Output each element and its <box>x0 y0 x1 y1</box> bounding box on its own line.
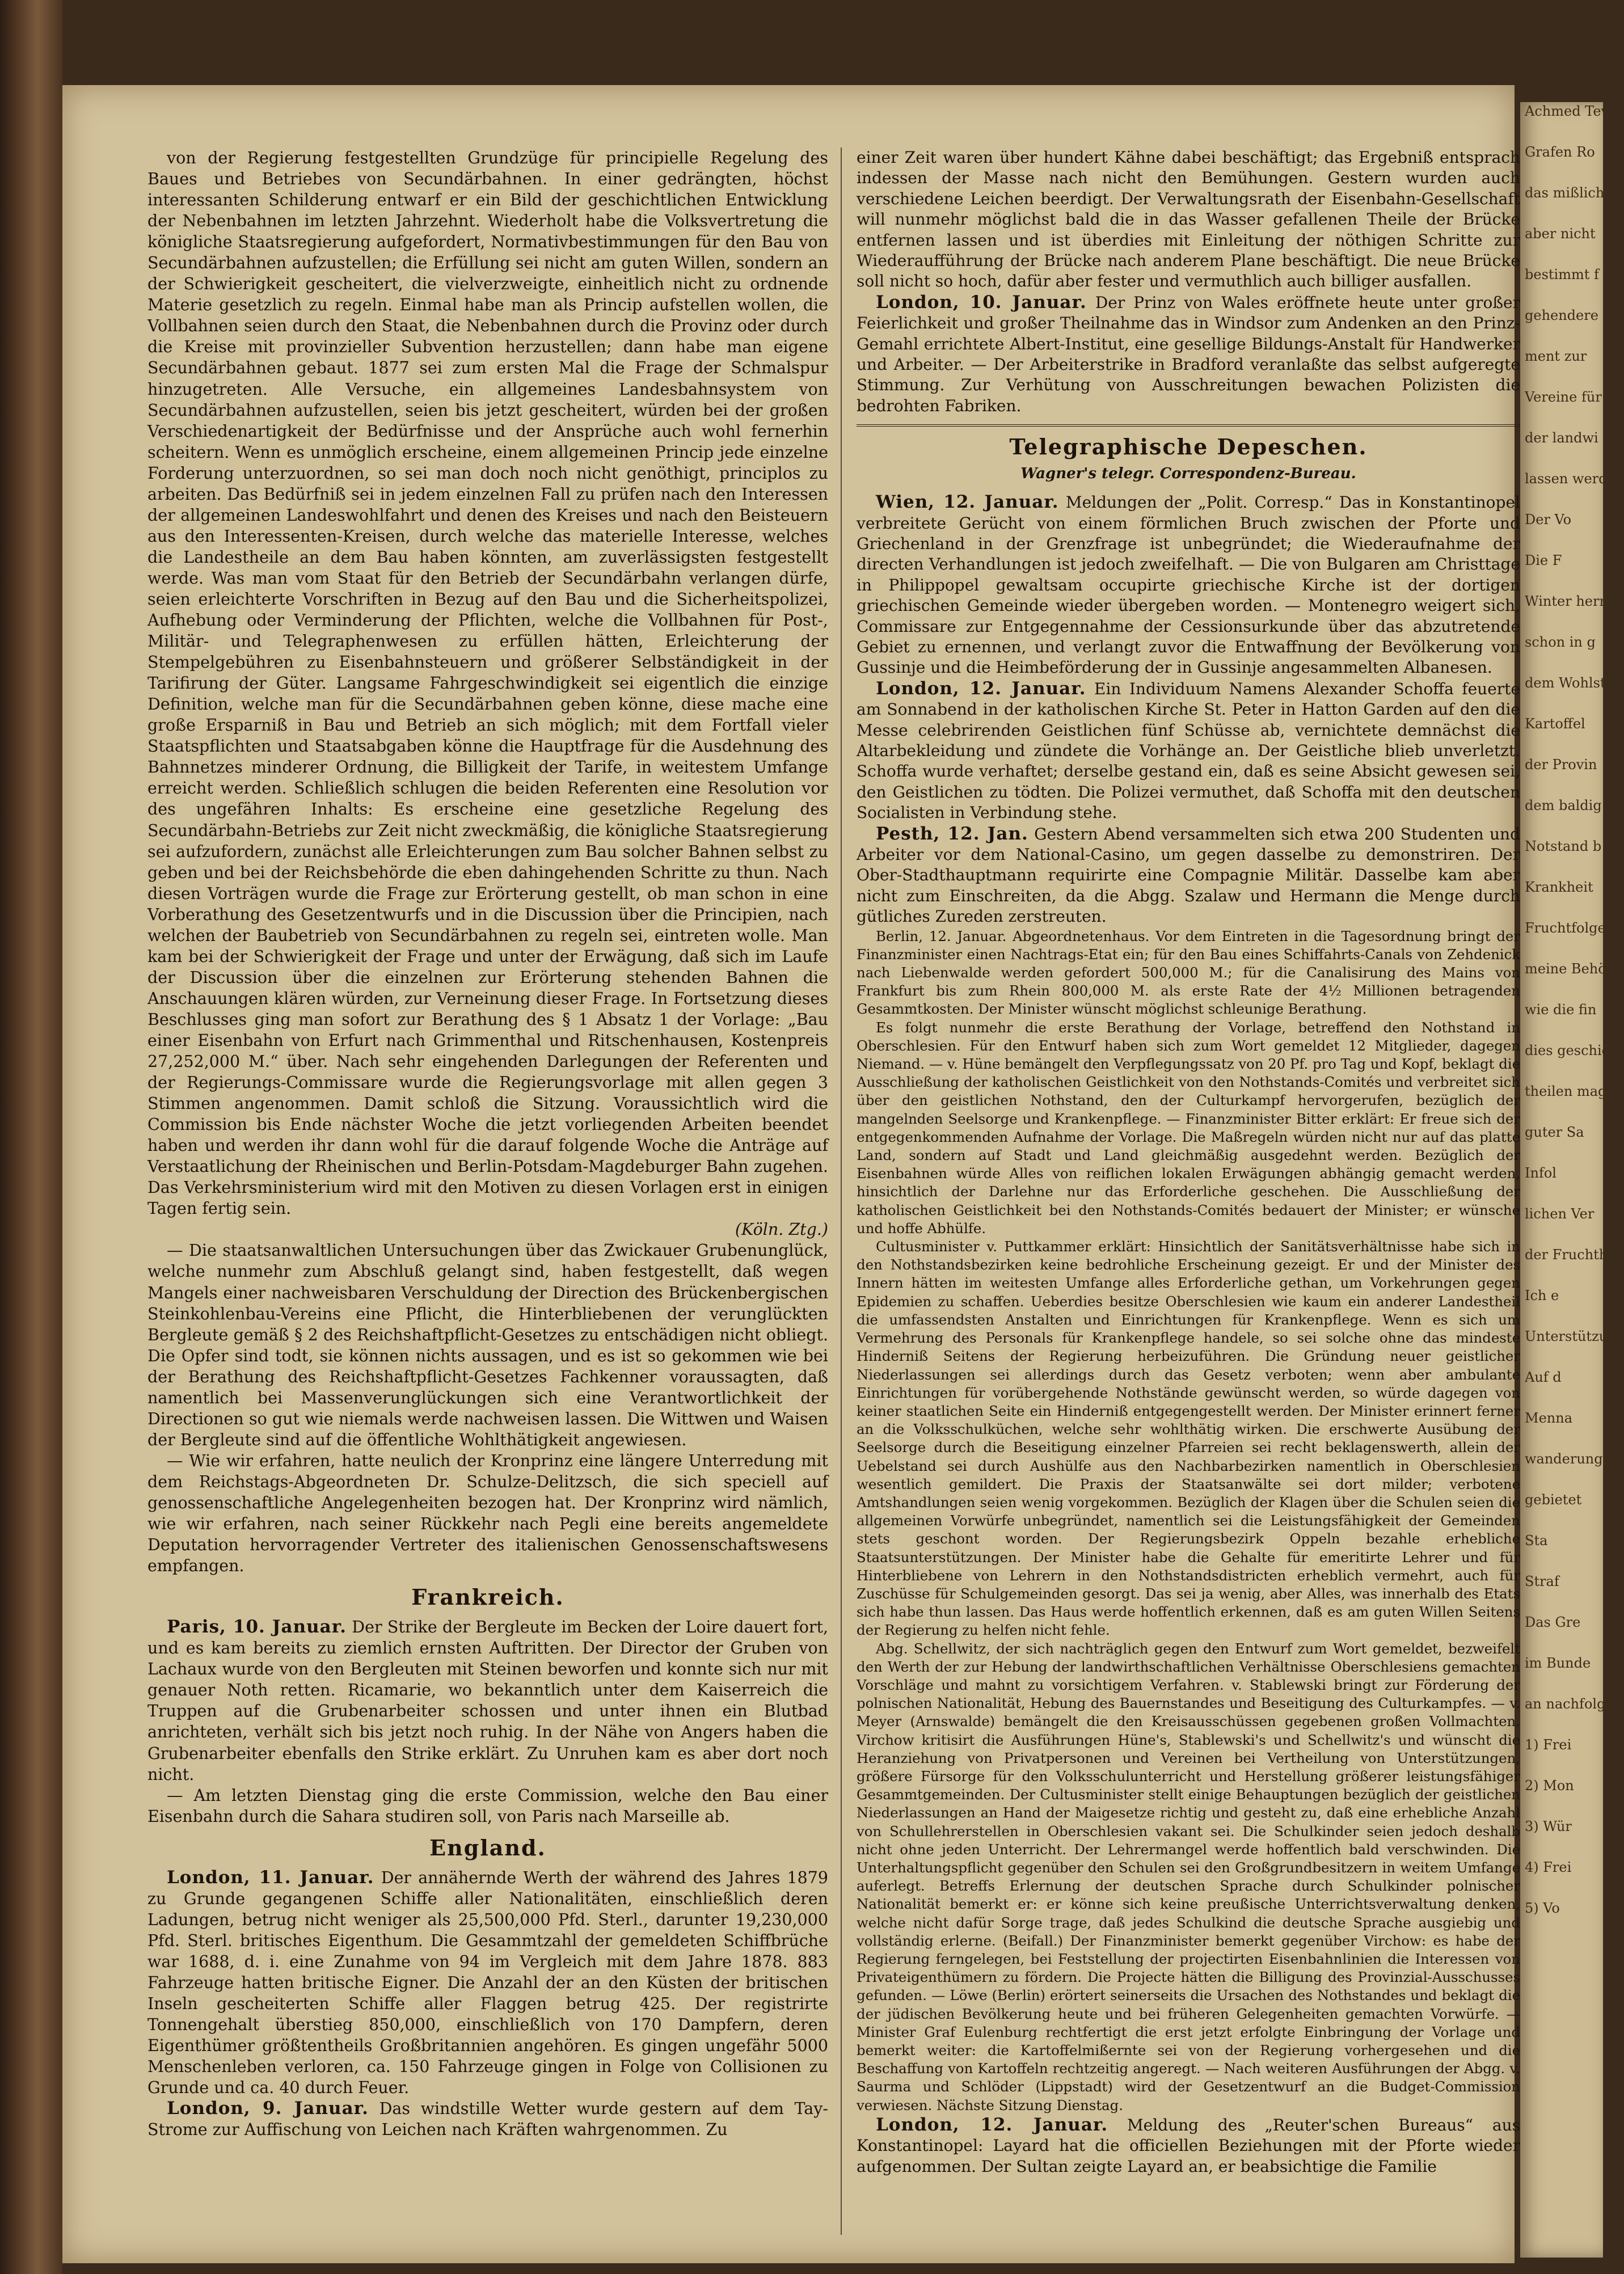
article-text: Gestern Abend versammelten sich etwa 200 Studenten und Arbeiter vor dem National-Casino, um gegen dasselbe zu demonstriren. Der Ober-Stadthauptmann requirirte eine Compagnie Militär. Dasselbe kam aber nicht zum Einschreiten, da die Abgg. Szalaw und Hermann die Menge durch gütliches Zureden zerstreuten. <box>857 824 1520 926</box>
zwickau-article: — Die staatsanwaltlichen Untersuchungen über das Zwickauer Grubenunglück, welche nunmehr zum Abschluß gelangt sind, haben festgestellt, daß wegen Mangels einer nachweisbaren Verschuldung der Direction des Brückenbergischen Steinkohlenbau-Vereins eine Pflicht, die Hinterbliebenen der verunglückten Bergleute gemäß § 2 des Reichshaftpflicht-Gesetzes zu entschädigen nicht obliegt. Die Opfer sind todt, sie können nichts aussagen, und es ist so gekommen wie bei der Berathung des Reichshaftpflicht-Gesetzes Fachkenner voraussagten, daß namentlich bei Massenverunglückungen sich eine Verantwortlichkeit der Directionen so gut wie niemals werde nachweisen lassen. Die Wittwen und Waisen der Bergleute sind auf die öffentliche Wohlthätigkeit angewiesen. <box>147 1241 828 1449</box>
article-text: Meldung des „Reuter'schen Bureaus“ aus Konstantinopel: Layard hat die officiellen Beziehungen mit der Pforte wieder aufgenommen. Der Sultan zeigte Layard an, er beabsichtige die Familie <box>857 2115 1520 2176</box>
adjacent-page-fragment: an nachfolge <box>1525 1696 1614 1712</box>
adjacent-page-fragment: Ich e <box>1525 1288 1559 1303</box>
article-text: Der Strike der Bergleute im Becken der Loire dauert fort, und es kam bereits zu ziemlich ernsten Auftritten. Der Director der Gruben von Lachaux wurde von den Bergleuten mit Steinen beworfen und konnte sich nur mit genauer Noth retten. Ricamarie, wo bekanntlich unter dem Kaiserreich die Truppen auf die Grubenarbeiter schossen und unter ihnen ein Blutbad anrichteten, verhält sich bis jetzt noch ruhig. In der Nähe von Angers haben die Grubenarbeiter ebenfalls den Strike erklärt. Zu Unruhen kam es aber dort noch nicht. <box>147 1618 828 1784</box>
adjacent-page-fragment: 5) Vo <box>1525 1900 1560 1916</box>
telegram-bureau: Wagner's telegr. Correspondenz-Bureau. <box>1020 465 1356 482</box>
berlin-paragraph: Berlin, 12. Januar. Abgeordnetenhaus. Vor dem Eintreten in die Tagesordnung bringt der Finanzminister einen Nachtrags-Etat ein; für den Bau eines Schiffahrts-Canals von Zehdenick nach Liebenwalde werden gefordert 500,000 M.; für die Canalisirung des Mains von Frankfurt bis zum Rhein 800,000 M. als erste Rate der 4½ Millionen betragenden Gesammtkosten. Der Minister wünscht möglichst schleunige Berathung. <box>857 927 1520 1018</box>
dateline: London, 9. Januar. <box>167 2098 369 2119</box>
kronprinz-article: — Wie wir erfahren, hatte neulich der Kronprinz eine längere Unterredung mit dem Reichstags-Abgeordneten Dr. Schulze-Delitzsch, die sich speciell auf genossenschaftliche Angelegenheiten bezogen hat. Der Kronprinz wird nämlich, wie wir erfahren, nach seiner Rückkehr nach Pegli eine bereits angemeldete Deputation hervorragender Vertreter des italienischen Genossenschaftswesens empfangen. <box>147 1451 828 1576</box>
france-paragraph <box>147 1785 828 1827</box>
secundaerbahn-article: von der Regierung festgestellten Grundzüge für principielle Regelung des Baues und Betriebes von Secundärbahnen. In einer gedrängten, höchst interessanten Schilderung entwarf er ein Bild der geschichtlichen Entwicklung der Nebenbahnen im letzten Jahrzehnt. Wiederholt habe die Volksvertretung die königliche Staatsregierung aufgefordert, Normativbestimmungen für den Bau von Secundärbahnen aufzustellen; die Erfüllung sei nicht am guten Willen, sondern an der Schwierigkeit gescheitert, die vielverzweigte, einheitlich nicht zu ordnende Materie gesetzlich zu regeln. Einmal habe man als Princip aufstellen wollen, die Vollbahnen seien durch den Staat, die Nebenbahnen durch die Provinz oder durch die Kreise mit provinzieller Subvention herzustellen; dann habe man eigene Secundärbahnen gebaut. 1877 sei zum ersten Mal die Frage der Schmalspur hinzugetreten. Alle Versuche, ein allgemeines Landesbahnsystem von Secundärbahnen aufzustellen, seien bis jetzt gescheitert, würden bei der großen Verschiedenartigkeit der Bedürfnisse und der Ansprüche auch wohl fernerhin scheitern. Wenn es unmöglich erscheine, einem allgemeinen Princip jede einzelne Forderung unterzuordnen, so sei man doch noch nicht genöthigt, principlos zu arbeiten. Das Bedürfniß sei in jedem einzelnen Fall zu prüfen nach den Interessen der allgemeinen Landeswohlfahrt und denen des Kreises und nach den Beisteuern aus den Interessenten-Kreisen, durch welche das materielle Interesse, welches die Landestheile an dem Bau haben könnten, am zuverlässigsten festgestellt werde. Was man vom Staat für den Betrieb der Secundärbahn verlangen dürfe, seien erleichterte Vorschriften in Bezug auf den Bau und die Sicherheitspolizei, Aufhebung oder Verminderung der Pflichten, welche die Vollbahnen für Post-, Militär- und Telegraphenwesen zu erfüllen hätten, Erleichterung der Stempelgebühren zu Eisenbahnsteuern und größerer Selbständigkeit in der Tarifirung der Güter. Langsame Fahrgeschwindigkeit sei eigentlich die einzige Definition, welche man für die Secundärbahnen geben könne, diese mache eine große Ersparniß in Bau und Betrieb an sich möglich; mit dem Fortfall vieler Staatspflichten und Staatsabgaben könne die Hauptfrage für die Ausdehnung des Bahnnetzes minderer Ordnung, die Billigkeit der Tarife, in weitestem Umfange erreicht werden. Schließlich schlugen die beiden Referenten eine Resolution vor des ungefähren Inhalts: Es erscheine eine gesetzliche Regelung des Secundärbahn-Betriebs zur Zeit nicht zweckmäßig, die königliche Staatsregierung sei aufzufordern, zunächst alle Erleichterungen zum Bau solcher Bahnen selbst zu geben und bei der Reichsbehörde die eben dahingehenden Schritte zu thun. Nach diesen Vorträgen wurde die Frage zur Erörterung gestellt, ob man schon in eine Vorberathung des Gesetzentwurfs und in die Discussion über die Principien, nach welchen der Baubetrieb von Secundärbahnen zu regeln sei, eintreten wolle. Man kam bei der Schwierigkeit der Frage und unter der Erwägung, daß sich im Laufe der Discussion über die einzelnen zur Erörterung stehenden Bahnen die Anschauungen klären würden, zur Verneinung dieser Frage. In Fortsetzung dieses Beschlusses ging man sofort zur Berathung des § 1 Absatz 1 der Vorlage: „Bau einer Eisenbahn von Erfurt nach Grimmenthal und Ritschenhausen, Kostenpreis 27,252,000 M.“ über. Nach sehr eingehenden Darlegungen der Referenten und der Regierungs-Commissare wurde die Regierungsvorlage mit allen gegen 3 Stimmen angenommen. Damit schloß die Sitzung. Voraussichtlich wird die Commission bis Ende nächster Woche die jetzt vorliegenden Arbeiten beendet haben und werden ihr dann wohl für die darauf folgende Woche die Anträge auf Verstaatlichung der Rheinischen und Berlin-Potsdam-Magdeburger Bahn zugehen. Das Verkehrsministerium wird mit den Motiven zu diesen Vorlagen erst in einigen Tagen fertig sein. <box>147 149 828 1218</box>
france-paragraph <box>147 1617 828 1784</box>
source-attribution: (Köln. Ztg.) <box>735 1220 828 1239</box>
adjacent-page-fragment: Fruchtfolge <box>1525 920 1606 936</box>
telegram-paragraph <box>857 678 1520 824</box>
adjacent-page-fragment: wanderung <box>1525 1451 1603 1467</box>
adjacent-page-fragment: Menna <box>1525 1410 1572 1426</box>
adjacent-page-fragment: das mißlich <box>1525 185 1605 201</box>
adjacent-page-fragment: der Provin <box>1525 757 1597 773</box>
adjacent-page-fragment: dies geschieht <box>1525 1043 1624 1058</box>
adjacent-page-fragment: Kartoffel <box>1525 716 1585 732</box>
final-telegram <box>857 2115 1520 2177</box>
continued-article: einer Zeit waren über hundert Kähne dabei beschäftigt; das Ergebniß entsprach indessen der Masse nach nicht den Bemühungen. Gestern wurden auch verschiedene Leichen beerdigt. Der Verwaltungsrath der Eisenbahn-Gesellschaft will nunmehr möglichst bald die in das Wasser gefallenen Theile der Brücke entfernen lassen und ist überdies mit Einleitung der nöthigen Schritte zur Wiederaufführung der Brücke nach anderem Plane beschäftigt. Die neue Brücke soll nicht so hoch, dafür aber fester und vermuthlich auch billiger ausfallen. <box>857 148 1520 291</box>
adjacent-page-fragment: meine Behö <box>1525 961 1606 977</box>
section-title-telegrams: Telegraphische Depeschen. <box>1009 434 1368 460</box>
adjacent-page-fragment: Notstand b <box>1525 838 1602 854</box>
column-divider <box>841 147 842 2235</box>
article-text: Meldungen der „Polit. Corresp.“ Das in Konstantinopel verbreitete Gerücht von einem förmlichen Bruch zwischen der Pforte und Griechenland in der Grenzfrage ist unbegründet; die Wiederaufnahme der directen Verhandlungen ist jedoch zweifelhaft. — Die von Bulgaren am Christtage in Philippopel gewaltsam occupirte griechische Kirche ist der dortigen griechischen Gemeinde wieder übergeben worden. — Montenegro weigert sich, Commissare zur Entgegennahme der Cessionsurkunde über das abzutretende Gebiet zu ernennen, und verlangt zuvor die Entwaffnung der Bevölkerung von Gussinje und die Heimbeförderung der in Gussinje angesammelten Albanesen. <box>857 493 1520 677</box>
adjacent-page-fragment: Sta <box>1525 1533 1548 1549</box>
dateline: Wien, 12. Januar. <box>876 492 1059 513</box>
adjacent-page-fragment: Unterstützun <box>1525 1328 1617 1344</box>
adjacent-page-fragment: im Bunde <box>1525 1655 1591 1671</box>
article-text: Das windstille Wetter wurde gestern auf dem Tay-Strome zur Auffischung von Leichen nach Kräften wahrgenommen. Zu <box>147 2099 828 2140</box>
adjacent-page-fragment: Auf d <box>1525 1369 1562 1385</box>
london-paragraph <box>857 292 1520 416</box>
berlin-paragraph: Cultusminister v. Puttkammer erklärt: Hinsichtlich der Sanitätsverhältnisse habe sich in den Nothstandsbezirken keine bedrohliche Erscheinung gezeigt. Er und der Minister des Innern hätten im weitesten Umfange alles Erforderliche gethan, um Vorkehrungen gegen Epidemien zu schaffen. Ueberdies besitze Oberschlesien wie kaum ein anderer Landestheil die umfassendsten Anstalten und Einrichtungen für Krankenpflege. Wenn es sich um Vermehrung des Personals für Krankenpflege handele, so sei solche ohne das mindeste Hinderniß Seitens der Regierung herbeizuführen. Die Gründung neuer geistlicher Niederlassungen sei allerdings durch das Gesetz verboten; wenn aber ambulante Einrichtungen für vorübergehende Nothstände gewünscht werden, so würde dagegen von keiner staatlichen Seite ein Hinderniß entgegengestellt werden. Der Minister erinnert ferner an die Volksschulküchen, welche sehr wohlthätig wirken. Die erschwerte Ausübung der Seelsorge durch die Beseitigung einzelner Pfarreien sei recht beklagenswerth, allein der Uebelstand sei durch Aushülfe aus den Nachbarbezirken namentlich in Oberschlesien wesentlich gemildert. Die Praxis der Staatsanwälte sei dort milder; verbotene Amtshandlungen seien wenig vorgekommen. Bezüglich der Klagen über die Schulen seien die allgemeinen Vorwürfe unbegründet, namentlich sei die Leistungsfähigkeit der Gemeinden stets geschont worden. Der Regierungsbezirk Oppeln bezahle erhebliche Staatsunterstützungen. Der Minister habe die Gehalte für emeritirte Lehrer und für Hinterbliebene von Lehrern in den Nothstandsdistricten erheblich vermehrt, auch für Zuschüsse für Schulgemeinden gesorgt. Das sei ja wenig, aber Alles, was innerhalb des Etats sich habe thun lassen. Das Haus werde hoffentlich erkennen, daß es am guten Willen Seitens der Regierung zu helfen nicht fehle. <box>857 1238 1520 1639</box>
adjacent-page-fragment: lichen Ver <box>1525 1206 1595 1222</box>
adjacent-page-fragment: der landwi <box>1525 430 1598 446</box>
dateline: London, 12. Januar. <box>876 2114 1108 2135</box>
adjacent-page-fragment: Krankheit <box>1525 879 1593 895</box>
adjacent-page-fragment: Achmed Tev <box>1525 103 1609 119</box>
dateline: London, 11. Januar. <box>167 1867 374 1888</box>
adjacent-page-fragment: Grafen Ro <box>1525 144 1595 160</box>
adjacent-page-fragment: wie die fin <box>1525 1002 1597 1018</box>
adjacent-page-fragment: gebietet <box>1525 1492 1582 1508</box>
article-text: Der annähernde Werth der während des Jahres 1879 zu Grunde gegangenen Schiffe aller Nationalitäten, einschließlich deren Ladungen, betrug nicht weniger als 25,500,000 Pfd. Sterl., darunter 19,230,000 Pfd. Sterl. britisches Eigenthum. Die Gesammtzahl der gemeldeten Schiffbrüche war 1688, d. i. eine Zunahme von 94 im Vergleich mit dem Jahre 1878. 883 Fahrzeuge hatten britische Eigner. Die Anzahl der an den Küsten der britischen Inseln gescheiterten Schiffe aller Flaggen betrug 425. Der registrirte Tonnengehalt überstieg 850,000, einschließlich von 170 Dampfern, deren Eigenthümer größtentheils Großbritannien angehören. Es gingen ungefähr 5000 Menschenleben verloren, ca. 150 Fahrzeuge gingen in Folge von Collisionen zu Grunde und ca. 40 durch Feuer. <box>147 1868 828 2098</box>
adjacent-page-fragment: lassen werde <box>1525 471 1615 487</box>
article-text: Der Prinz von Wales eröffnete heute unter großer Feierlichkeit und großer Theilnahme das in Windsor zum Andenken an den Prinz-Gemahl errichtete Albert-Institut, eine gesellige Bildungs-Anstalt für Handwerker und Arbeiter. — Der Arbeiterstrike in Bradford veranlaßte das selbst aufgeregte Stimmung. Zur Verhütung von Ausschreitungen bewachen Polizisten die bedrohten Fabriken. <box>857 293 1520 415</box>
adjacent-page-fragment: Infol <box>1525 1165 1556 1181</box>
adjacent-page-fragment: guter Sa <box>1525 1124 1584 1140</box>
article-text: Ein Individuum Namens Alexander Schoffa feuerte am Sonnabend in der katholischen Kirche St. Peter in Hatton Garden auf den die Messe celebrirenden Geistlichen fünf Schüsse ab, vernichtete demnächst die Altarbekleidung und zündete die Vorhänge an. Der Geistliche blieb unverletzt. Schoffa wurde verhaftet; derselbe gestand ein, daß es seine Absicht gewesen sei, den Geistlichen zu tödten. Die Polizei vermuthet, daß Schoffa mit den deutschen Socialisten in Verbindung stehe. <box>857 679 1520 822</box>
adjacent-page-fragment: Vereine für <box>1525 389 1602 405</box>
adjacent-page-fragment: gehendere <box>1525 307 1598 323</box>
dateline: Pesth, 12. Jan. <box>876 823 1028 844</box>
england-paragraph <box>147 1867 828 2099</box>
adjacent-page-fragment: ment zur <box>1525 348 1587 364</box>
adjacent-page-fragment: dem Wohlst <box>1525 675 1606 691</box>
column-left <box>147 147 828 2140</box>
telegram-paragraph <box>857 492 1520 678</box>
adjacent-page-fragment: schon in g <box>1525 634 1596 650</box>
adjacent-page-fragment: bestimmt f <box>1525 267 1599 282</box>
berlin-paragraph: Es folgt nunmehr die erste Berathung der Vorlage, betreffend den Nothstand in Oberschlesien. Für den Entwurf haben sich zum Wort gemeldet 12 Mitglieder, dagegen Niemand. — v. Hüne bemängelt den Verpflegungssatz von 20 Pf. pro Tag und Kopf, beklagt die Ausschließung der katholischen Geistlichkeit von den Nothstands-Comités und verbreitet sich über den geistlichen Nothstand, den der Culturkampf hervorgerufen, bezüglich der mangelnden Seelsorge und Krankenpflege. — Finanzminister Bitter erklärt: Er freue sich der entgegenkommenden Aufnahme der Vorlage. Die Maßregeln würden nicht nur auf das platte Land, sondern auf Stadt und Land gleichmäßig ausgedehnt werden. Bezüglich der Eisenbahnen würde Alles von reiflichen lokalen Erwägungen abhängig gemacht werden, hinsichtlich der Darlehne nur das Erforderliche geschehen. Die Ausschließung der katholischen Geistlichkeit bei den Nothstands-Comités bedauert der Minister; er wünsche und hoffe Abhülfe. <box>857 1019 1521 1237</box>
telegram-paragraph <box>857 824 1520 927</box>
adjacent-page-fragment: 4) Frei <box>1525 1859 1572 1875</box>
adjacent-page-edge <box>1520 102 1624 2258</box>
section-title-france: Frankreich. <box>411 1584 564 1610</box>
dateline: London, 12. Januar. <box>876 678 1086 699</box>
adjacent-page-fragment: dem baldig <box>1525 798 1602 813</box>
adjacent-page-fragment: 3) Wür <box>1525 1819 1572 1834</box>
adjacent-page-fragment: aber nicht <box>1525 226 1596 242</box>
book-binding <box>0 0 62 2274</box>
column-right <box>857 147 1520 2177</box>
adjacent-page-fragment: Das Gre <box>1525 1614 1581 1630</box>
adjacent-page-fragment: Winter herr <box>1525 593 1606 609</box>
adjacent-page-fragment: 1) Frei <box>1525 1737 1572 1753</box>
dateline: London, 10. Januar. <box>876 292 1087 313</box>
article-text: — Am letzten Dienstag ging die erste Commission, welche den Bau einer Eisenbahn durch die Sahara studiren soll, von Paris nach Marseille ab. <box>147 1786 828 1826</box>
berlin-paragraph: Abg. Schellwitz, der sich nachträglich gegen den Entwurf zum Wort gemeldet, bezweifelt den Werth der zur Hebung der landwirthschaftlichen Verhältnisse Oberschlesiens gemachten Vorschläge und mahnt zu vorsichtigem Verfahren. v. Stablewski bringt zur Förderung der polnischen Nationalität, Hebung des Bauernstandes und Beseitigung des Culturkampfes. — v. Meyer (Arnswalde) bemängelt die den Kreisausschüssen gegebenen großen Vollmachten. Virchow kritisirt die Ausführungen Hüne's, Stablewski's und Schellwitz's und wünscht die Heranziehung von Privatpersonen und Vereinen bei Vertheilung von Unterstützungen, größere Fürsorge für den Volksschulunterricht und Herstellung größerer leistungsfähiger Gesammtgemeinden. Der Cultusminister stellt einige Behauptungen bezüglich der geistlichen Niederlassungen an Hand der Maigesetze richtig und gesteht zu, daß eine erhebliche Anzahl von Schullehrerstellen in Oberschlesien vakant sei. Die Schulkinder seien jedoch deshalb nicht ohne jeden Unterricht. Der Lehrermangel werde hoffentlich bald verschwinden. Die Unterhaltungspflicht gegenüber den Schulen sei den Großgrundbesitzern in weitem Umfange auferlegt. Betreffs Erlernung der deutschen Sprache durch Schulkinder polnischer Nationalität bemerkt er: er könne sich keine preußische Unterrichtsverwaltung denken, welche nicht dafür Sorge trage, daß jedes Schulkind die deutsche Sprache ausgiebig und vollständig erlerne. (Beifall.) Der Finanzminister bemerkt gegenüber Virchow: es habe der Regierung ferngelegen, bei Feststellung der projectirten Eisenbahnlinien die Interessen von Privateigenthümern zu fördern. Die Projecte hätten die Billigung des Provinzial-Ausschusses gefunden. — Löwe (Berlin) erörtert seinerseits die Ursachen des Nothstandes und beklagt die der jüdischen Bevölkerung heute und bei früheren Gelegenheiten gemachten Vorwürfe. — Minister Graf Eulenburg rechtfertigt die erst jetzt erfolgte Einbringung der Vorlage und bemerkt weiter: die Kartoffelmißernte sei von der Regierung vorhergesehen und die Beschaffung von Kartoffeln rechtzeitig angeregt. — Nach weiteren Ausführungen der Abgg. v. Saurma und Schlöder (Lippstadt) wird der Gesetzentwurf an die Budget-Commission verwiesen. Nächste Sitzung Dienstag. <box>857 1640 1520 2113</box>
dateline: Paris, 10. Januar. <box>167 1617 347 1638</box>
england-paragraph <box>147 2098 828 2140</box>
adjacent-page-fragment: Die F <box>1525 552 1562 568</box>
section-title-england: England. <box>429 1834 546 1860</box>
adjacent-page-fragment: Straf <box>1525 1573 1559 1589</box>
section-rule <box>857 424 1520 427</box>
adjacent-page-fragment: Der Vo <box>1525 512 1572 528</box>
adjacent-page-fragment: theilen mag <box>1525 1083 1607 1099</box>
adjacent-page-fragment: der Fruchth <box>1525 1247 1608 1263</box>
adjacent-page-fragment: 2) Mon <box>1525 1778 1574 1794</box>
newspaper-page <box>62 85 1521 2263</box>
